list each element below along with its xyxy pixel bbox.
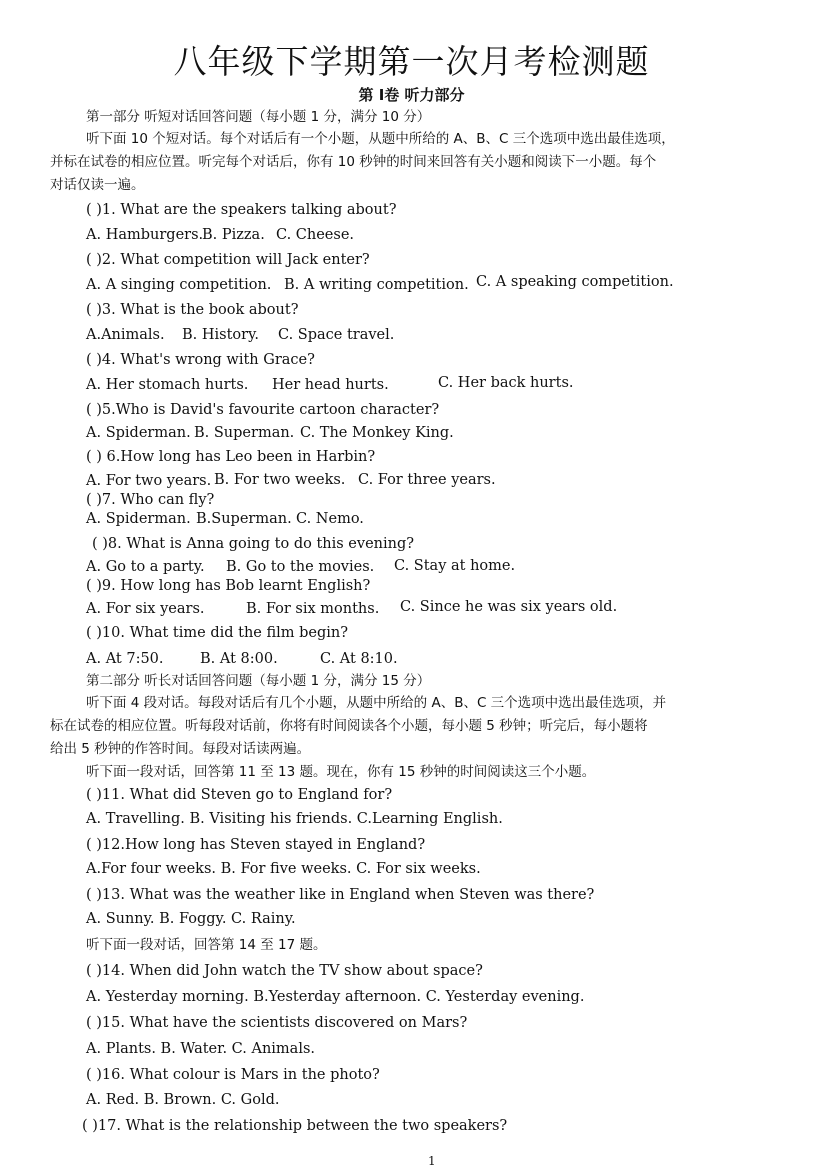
option-c: C. Stay at home. bbox=[394, 558, 516, 574]
option-a: A. Spiderman. bbox=[86, 511, 191, 527]
part1-heading: 第一部分 听短对话回答问题（每小题 1 分，满分 10 分） bbox=[86, 109, 431, 125]
option-a: A. Spiderman. bbox=[86, 425, 191, 441]
option-b: B. History. bbox=[182, 327, 259, 343]
option-b: B. Go to the movies. bbox=[226, 559, 375, 575]
question-options: A. Red. B. Brown. C. Gold. bbox=[86, 1092, 280, 1108]
question-text: ( )2. What competition will Jack enter? bbox=[86, 252, 370, 268]
option-b: B.Superman. bbox=[196, 511, 292, 527]
option-c: C. Her back hurts. bbox=[438, 375, 574, 391]
question-options: A. Yesterday morning. B.Yesterday afternoon. C. Yesterday evening. bbox=[86, 989, 585, 1005]
part1-instruction-line: 听下面 10 个短对话。每个对话后有一个小题，从题中所给的 A、B、C 三个选项中选出最佳选项， bbox=[86, 131, 675, 147]
option-a: A. At 7:50. bbox=[86, 651, 164, 667]
part2-instruction-line: 标在试卷的相应位置。听每段对话前，你将有时间阅读各个小题，每小题 5 秒钟；听完后，每小题将 bbox=[50, 718, 648, 734]
dialogue-group-instruction: 听下面一段对话，回答第 11 至 13 题。现在，你有 15 秒钟的时间阅读这三个小题。 bbox=[86, 764, 596, 780]
option-c: C. Space travel. bbox=[278, 327, 395, 343]
option-c: C. Nemo. bbox=[296, 511, 364, 527]
option-a: A.Animals. bbox=[86, 327, 165, 343]
option-b: Her head hurts. bbox=[272, 377, 389, 393]
option-b: B. For two weeks. bbox=[214, 472, 346, 488]
question-text: ( )16. What colour is Mars in the photo? bbox=[86, 1067, 380, 1083]
part1-instruction-line: 对话仅读一遍。 bbox=[50, 177, 145, 193]
question-text: ( ) 6.How long has Leo been in Harbin? bbox=[86, 449, 376, 465]
option-b: B. Superman. bbox=[194, 425, 295, 441]
question-options: A. Travelling. B. Visiting his friends. C.Learning English. bbox=[86, 811, 503, 827]
option-a: A. Go to a party. bbox=[86, 559, 205, 575]
question-text: ( )14. When did John watch the TV show about space? bbox=[86, 963, 483, 979]
page-title: 八年级下学期第一次月考检测题 bbox=[173, 42, 650, 81]
question-options: A.For four weeks. B. For five weeks. C. For six weeks. bbox=[86, 861, 481, 877]
question-text: ( )12.How long has Steven stayed in England? bbox=[86, 837, 426, 853]
option-c: C. A speaking competition. bbox=[476, 274, 674, 290]
question-text: ( )10. What time did the film begin? bbox=[86, 625, 349, 641]
part2-instruction-line: 给出 5 秒钟的作答时间。每段对话读两遍。 bbox=[50, 741, 311, 757]
option-b: B. At 8:00. bbox=[200, 651, 278, 667]
question-text: ( )9. How long has Bob learnt English? bbox=[86, 578, 371, 594]
part2-heading: 第二部分 听长对话回答问题（每小题 1 分，满分 15 分） bbox=[86, 673, 431, 689]
question-text: ( )17. What is the relationship between the two speakers? bbox=[82, 1118, 508, 1134]
dialogue-group-instruction: 听下面一段对话，回答第 14 至 17 题。 bbox=[86, 937, 327, 953]
option-c: C. The Monkey King. bbox=[300, 425, 454, 441]
option-b: B. A writing competition. bbox=[284, 277, 469, 293]
option-a: A. For two years. bbox=[86, 473, 212, 489]
question-text: ( )7. Who can fly? bbox=[86, 492, 215, 508]
option-c: C. Since he was six years old. bbox=[400, 599, 618, 615]
part1-instruction-line: 并标在试卷的相应位置。听完每个对话后，你有 10 秒钟的时间来回答有关小题和阅读下一小题。每个 bbox=[50, 154, 657, 170]
question-text: ( )13. What was the weather like in England when Steven was there? bbox=[86, 887, 595, 903]
question-text: ( )4. What's wrong with Grace? bbox=[86, 352, 315, 368]
option-a: A. Hamburgers. bbox=[86, 227, 204, 243]
page-number: 1 bbox=[428, 1154, 436, 1168]
option-c: C. Cheese. bbox=[276, 227, 355, 243]
question-text: ( )15. What have the scientists discovered on Mars? bbox=[86, 1015, 468, 1031]
option-a: A. For six years. bbox=[86, 601, 205, 617]
question-text: ( )8. What is Anna going to do this evening? bbox=[92, 536, 415, 552]
option-a: A. Her stomach hurts. bbox=[86, 377, 249, 393]
option-a: A. A singing competition. bbox=[86, 277, 272, 293]
question-text: ( )5.Who is David's favourite cartoon character? bbox=[86, 402, 440, 418]
question-text: ( )1. What are the speakers talking about? bbox=[86, 202, 397, 218]
question-text: ( )11. What did Steven go to England for? bbox=[86, 787, 393, 803]
option-c: C. At 8:10. bbox=[320, 651, 398, 667]
section-subtitle: 第 I卷 听力部分 bbox=[358, 86, 465, 104]
question-text: ( )3. What is the book about? bbox=[86, 302, 299, 318]
question-options: A. Sunny. B. Foggy. C. Rainy. bbox=[86, 911, 296, 927]
question-options: A. Plants. B. Water. C. Animals. bbox=[86, 1041, 316, 1057]
option-c: C. For three years. bbox=[358, 472, 496, 488]
part2-instruction-line: 听下面 4 段对话。每段对话后有几个小题，从题中所给的 A、B、C 三个选项中选出最佳选项，并 bbox=[86, 695, 667, 711]
option-b: B. For six months. bbox=[246, 601, 380, 617]
option-b: B. Pizza. bbox=[202, 227, 265, 243]
